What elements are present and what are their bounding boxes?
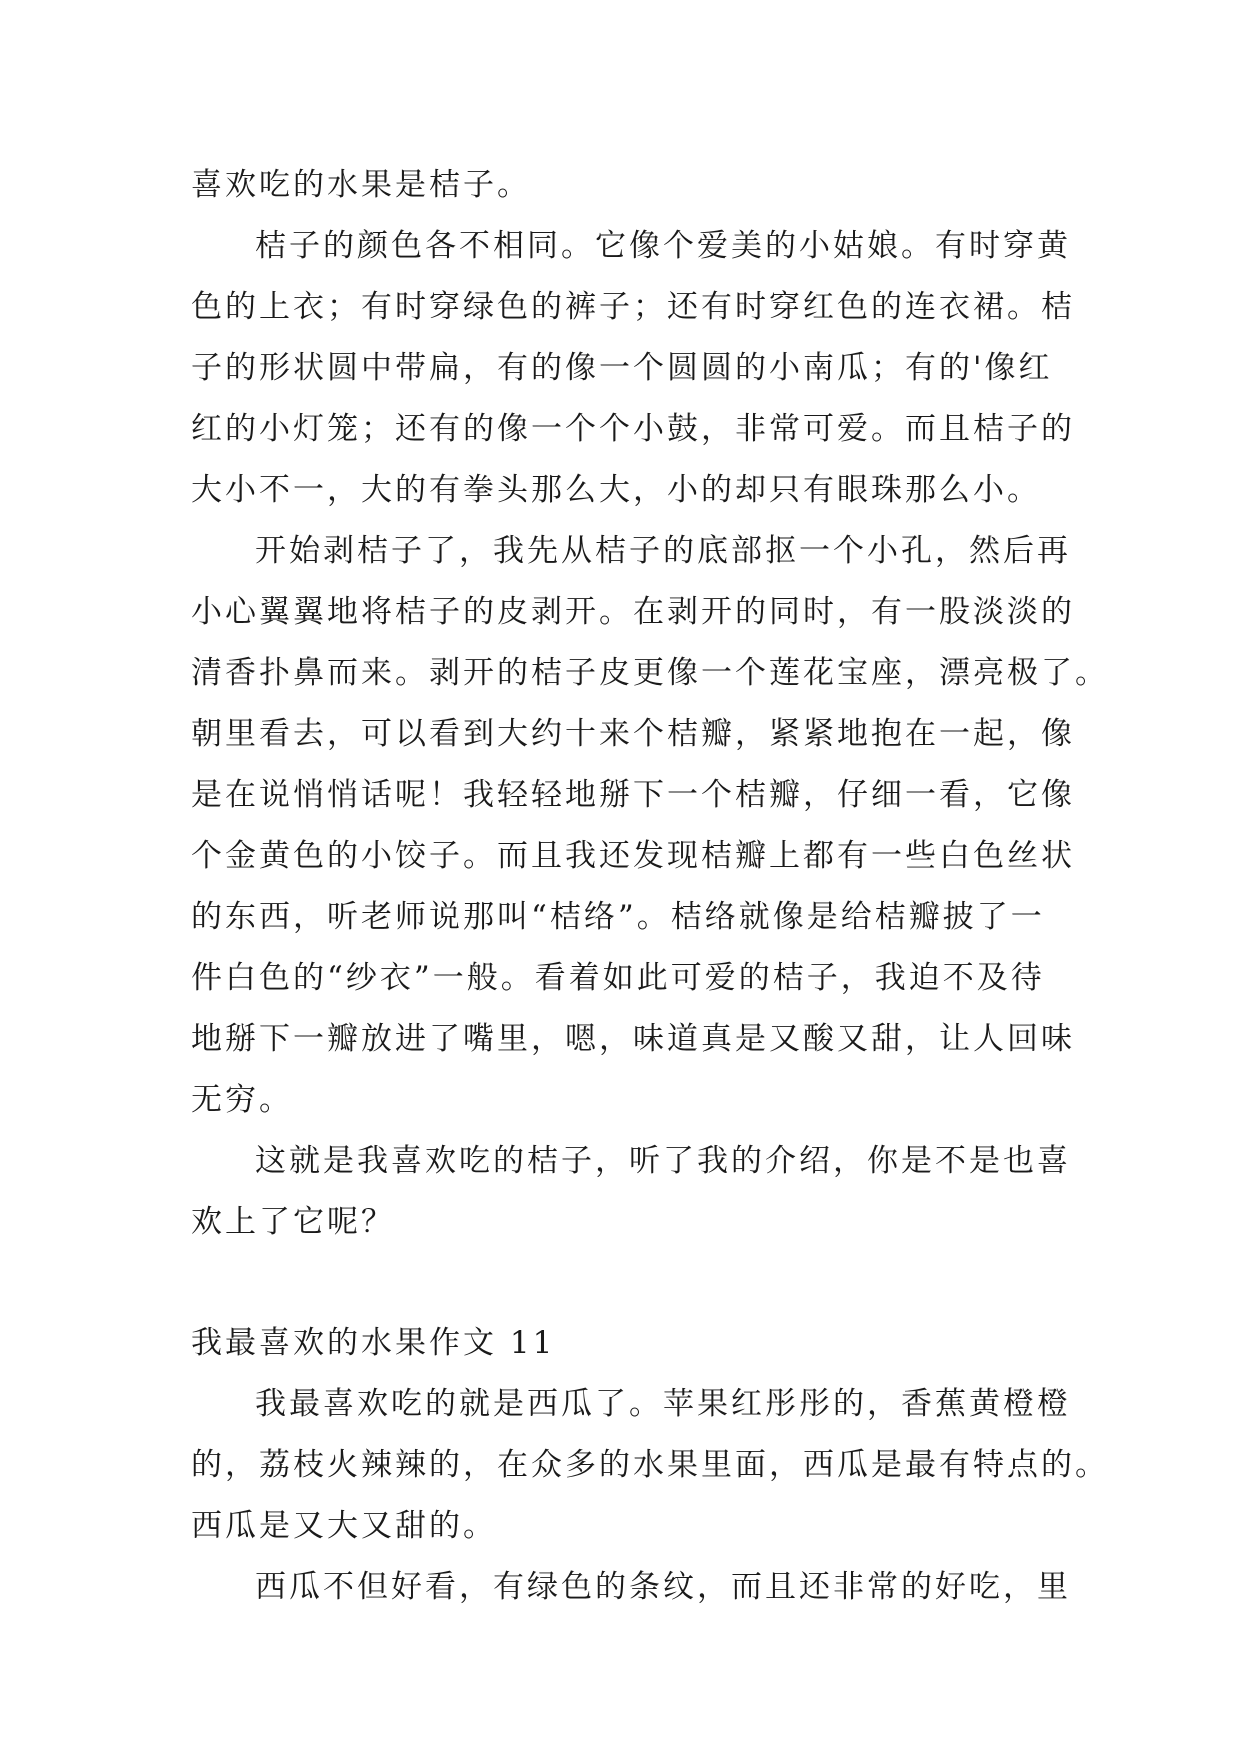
text-line: 的东西，听老师说那叫“桔络”。桔络就像是给桔瓣披了一 (191, 899, 1045, 935)
text-line: 个金黄色的小饺子。而且我还发现桔瓣上都有一些白色丝状 (191, 838, 1075, 874)
text-line: 红的小灯笼；还有的像一个个小鼓，非常可爱。而且桔子的 (191, 411, 1075, 447)
text-line: 地掰下一瓣放进了嘴里，嗯，味道真是又酸又甜，让人回味 (191, 1021, 1075, 1057)
text-line: 西瓜不但好看，有绿色的条纹，而且还非常的好吃，里 (255, 1569, 1071, 1605)
text-line: 这就是我喜欢吃的桔子，听了我的介绍，你是不是也喜 (255, 1143, 1071, 1179)
text-line: 子的形状圆中带扁，有的像一个圆圆的小南瓜；有的'像红 (191, 350, 1053, 386)
text-line: 开始剥桔子了，我先从桔子的底部抠一个小孔，然后再 (255, 533, 1071, 569)
text-line: 小心翼翼地将桔子的皮剥开。在剥开的同时，有一股淡淡的 (191, 594, 1075, 630)
document-page (191, 155, 1109, 1618)
text-line: 的，荔枝火辣辣的，在众多的水果里面，西瓜是最有特点的。 (191, 1447, 1109, 1483)
text-line: 色的上衣；有时穿绿色的裤子；还有时穿红色的连衣裙。桔 (191, 289, 1075, 325)
text-line: 无穷。 (191, 1082, 293, 1118)
text-line: 我最喜欢吃的就是西瓜了。苹果红彤彤的，香蕉黄橙橙 (255, 1386, 1071, 1422)
text-line: 喜欢吃的水果是桔子。 (191, 167, 531, 203)
section-heading: 我最喜欢的水果作文 11 (191, 1325, 556, 1361)
text-line: 大小不一，大的有拳头那么大，小的却只有眼珠那么小。 (191, 472, 1041, 508)
text-line: 欢上了它呢？ (191, 1204, 395, 1240)
text-line: 件白色的“纱衣”一般。看着如此可爱的桔子，我迫不及待 (191, 960, 1045, 996)
text-line: 清香扑鼻而来。剥开的桔子皮更像一个莲花宝座，漂亮极了。 (191, 655, 1109, 691)
text-line: 是在说悄悄话呢！我轻轻地掰下一个桔瓣，仔细一看，它像 (191, 777, 1075, 813)
text-line: 桔子的颜色各不相同。它像个爱美的小姑娘。有时穿黄 (255, 228, 1071, 264)
section-gap (191, 1253, 1051, 1313)
text-line: 西瓜是又大又甜的。 (191, 1508, 497, 1544)
text-line: 朝里看去，可以看到大约十来个桔瓣，紧紧地抱在一起，像 (191, 716, 1075, 752)
